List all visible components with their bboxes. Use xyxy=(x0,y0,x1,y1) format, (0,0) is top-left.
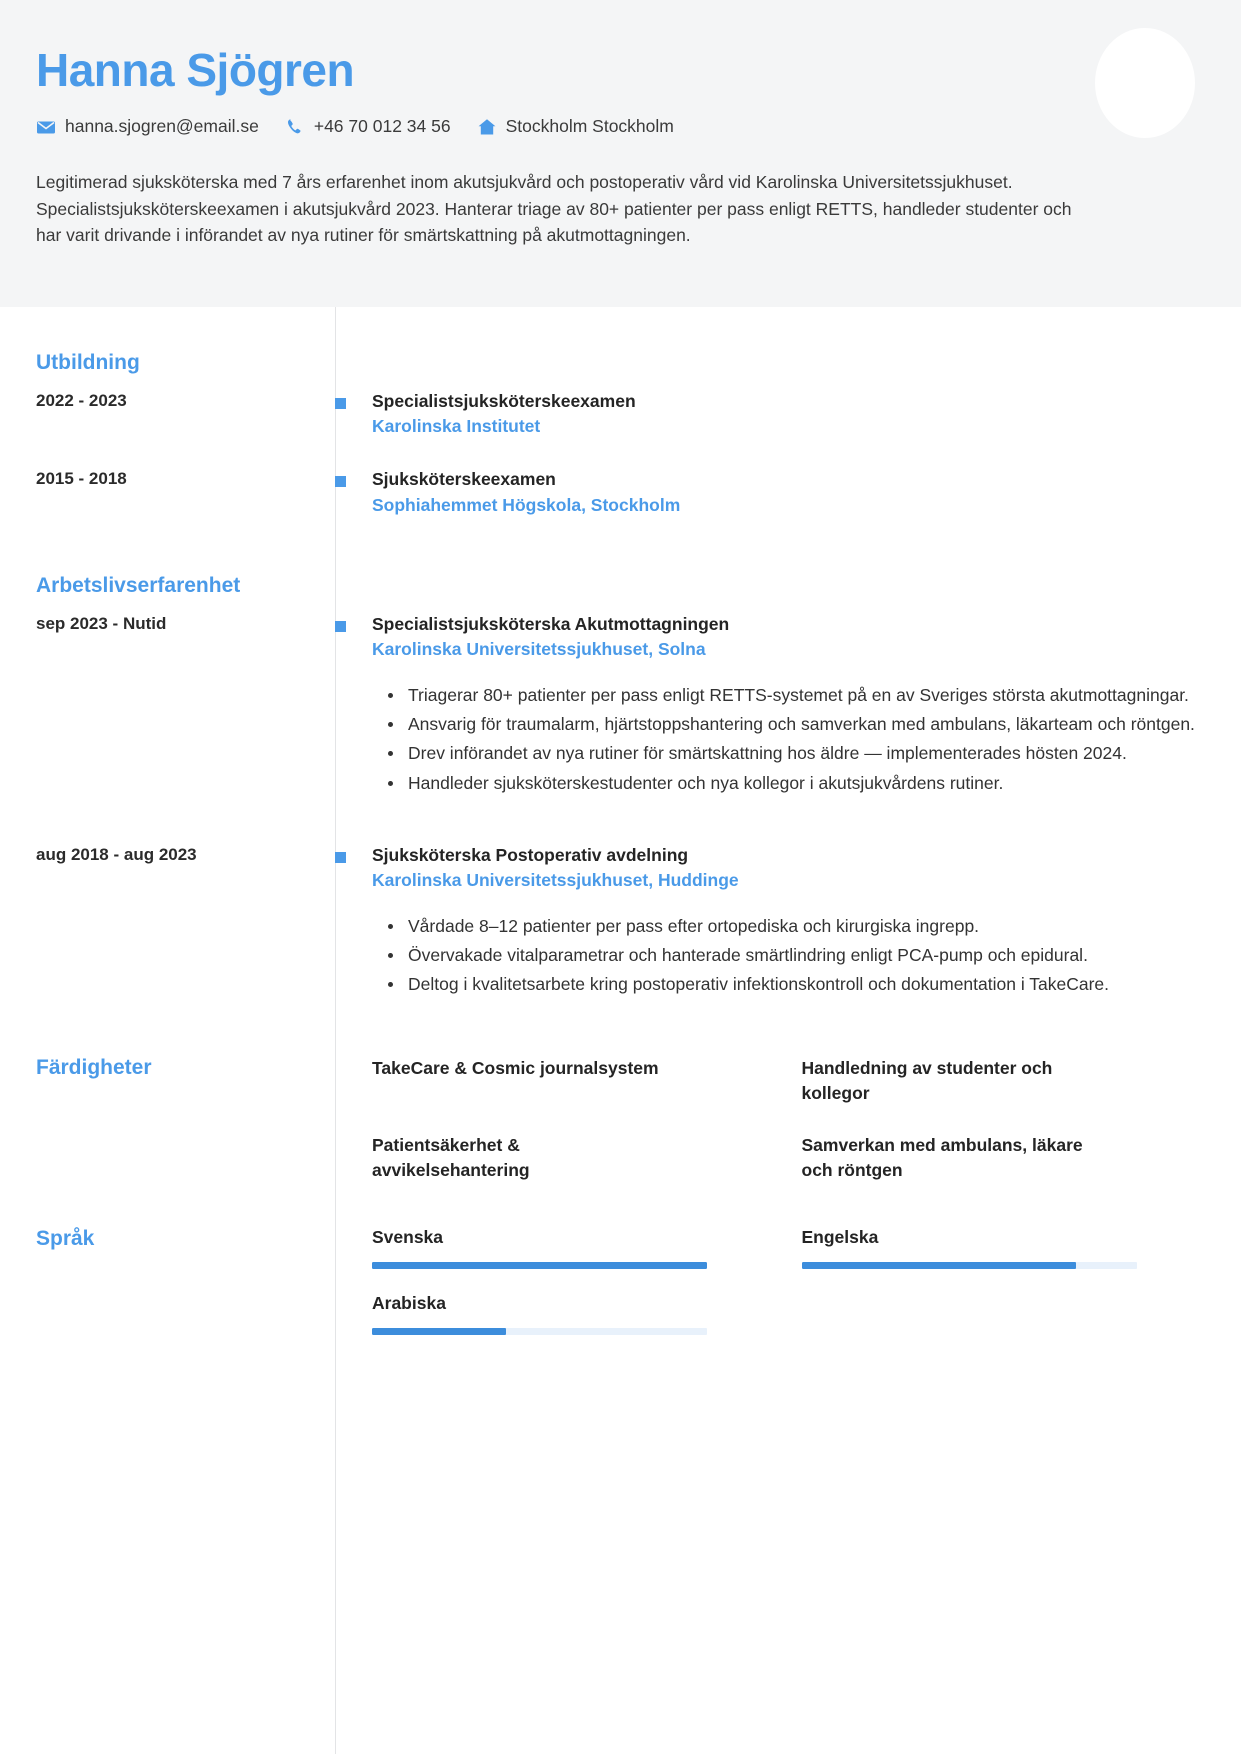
home-icon xyxy=(477,117,497,137)
column-divider xyxy=(335,307,336,1754)
section-title-skills: Färdigheter xyxy=(36,1056,152,1080)
experience-employer: Karolinska Universitetssjukhuset, Solna xyxy=(372,639,706,660)
experience-date: aug 2018 - aug 2023 xyxy=(36,844,197,864)
section-title-education: Utbildning xyxy=(36,350,140,374)
list-item: Övervakade vitalparametrar och hanterade smärtlindring enligt PCA-pump och epidural. xyxy=(408,942,1201,968)
education-entry xyxy=(36,467,1201,518)
section-title-languages: Språk xyxy=(36,1226,95,1250)
language-item xyxy=(372,1293,772,1335)
education-school: Sophiahemmet Högskola, Stockholm xyxy=(372,494,681,515)
mail-icon xyxy=(36,117,56,137)
avatar xyxy=(1095,28,1195,138)
skill-item: Handledning av studenter och kollegor xyxy=(801,1058,1053,1104)
skill-item: Samverkan med ambulans, läkare och röntgen xyxy=(801,1135,1083,1180)
list-item: Handleder sjuksköterskestudenter och nya kollegor i akutsjukvårdens rutiner. xyxy=(408,770,1201,796)
list-item: Deltog i kvalitetsarbete kring postoperativ infektionskontroll och dokumentation i TakeCare. xyxy=(408,971,1201,997)
experience-entry xyxy=(36,612,1201,799)
phone-icon xyxy=(285,117,305,137)
education-entry xyxy=(36,389,1201,440)
section-skills xyxy=(36,1056,1201,1182)
contact-phone[interactable] xyxy=(285,116,451,137)
contact-phone-text: +46 70 012 34 56 xyxy=(313,116,451,137)
entry-marker xyxy=(335,476,346,487)
language-item xyxy=(802,1227,1202,1269)
education-degree: Sjuksköterskeexamen xyxy=(372,469,556,490)
experience-employer: Karolinska Universitetssjukhuset, Huddinge xyxy=(372,870,739,891)
list-item: Triagerar 80+ patienter per pass enligt RETTS-systemet på en av Sveriges största akutmottagningar. xyxy=(408,682,1201,708)
education-date: 2015 - 2018 xyxy=(36,469,127,489)
experience-role: Specialistsjuksköterska Akutmottagningen xyxy=(372,614,730,635)
experience-role: Sjuksköterska Postoperativ avdelning xyxy=(372,844,689,865)
experience-entry xyxy=(36,843,1201,1001)
language-item xyxy=(372,1227,772,1269)
list-item: Vårdade 8–12 patienter per pass efter ortopediska och kirurgiska ingrepp. xyxy=(408,913,1201,939)
skills-grid xyxy=(372,1056,1201,1182)
experience-date: sep 2023 - Nutid xyxy=(36,614,167,634)
experience-bullets xyxy=(372,913,1201,998)
contact-row xyxy=(36,116,1201,137)
section-languages xyxy=(36,1227,1201,1335)
language-name: Engelska xyxy=(801,1226,879,1247)
language-level-fill xyxy=(372,1328,506,1335)
page-title: Hanna Sjögren xyxy=(36,44,355,96)
contact-email-text: hanna.sjogren@email.se xyxy=(65,116,259,137)
language-level-track xyxy=(372,1262,707,1269)
language-level-fill xyxy=(372,1262,707,1269)
language-name: Arabiska xyxy=(372,1292,446,1313)
profile-summary: Legitimerad sjuksköterska med 7 års erfarenhet inom akutsjukvård och postoperativ vård vid Karolinska Universitetssjukhuset. Specialistsjuksköterskeexamen i akutsjukvård 2023. Hanterar triage av 80+ patienter per pass enligt RETTS, handleder studenter och har varit drivande i införandet av nya rutiner för smärtskattning på akutmottagningen. xyxy=(36,172,1072,246)
list-item: Drev införandet av nya rutiner för smärtskattning hos äldre — implementerades hösten 2024. xyxy=(408,740,1201,766)
education-degree: Specialistsjuksköterskeexamen xyxy=(372,390,636,411)
entry-marker xyxy=(335,621,346,632)
section-education xyxy=(36,351,1201,519)
language-name: Svenska xyxy=(372,1226,444,1247)
skills-row xyxy=(36,1056,1201,1182)
entry-marker xyxy=(335,398,346,409)
language-level-fill xyxy=(802,1262,1077,1269)
contact-email[interactable] xyxy=(36,116,259,137)
skill-item: Patientsäkerhet & avvikelsehantering xyxy=(372,1135,530,1180)
languages-row xyxy=(36,1227,1201,1335)
resume-body xyxy=(0,307,1241,1335)
contact-location-text: Stockholm Stockholm xyxy=(505,116,674,137)
section-experience xyxy=(36,574,1201,1000)
contact-location[interactable] xyxy=(477,116,674,137)
section-title-experience: Arbetslivserfarenhet xyxy=(36,574,241,598)
education-school: Karolinska Institutet xyxy=(372,415,541,436)
resume-header xyxy=(0,0,1241,307)
language-level-track xyxy=(802,1262,1137,1269)
experience-bullets xyxy=(372,682,1201,796)
languages-grid xyxy=(372,1227,1201,1335)
skill-item: TakeCare & Cosmic journalsystem xyxy=(372,1058,659,1079)
entry-marker xyxy=(335,852,346,863)
education-date: 2022 - 2023 xyxy=(36,390,127,410)
list-item: Ansvarig för traumalarm, hjärtstoppshantering och samverkan med ambulans, läkarteam och röntgen. xyxy=(408,711,1201,737)
language-level-track xyxy=(372,1328,707,1335)
